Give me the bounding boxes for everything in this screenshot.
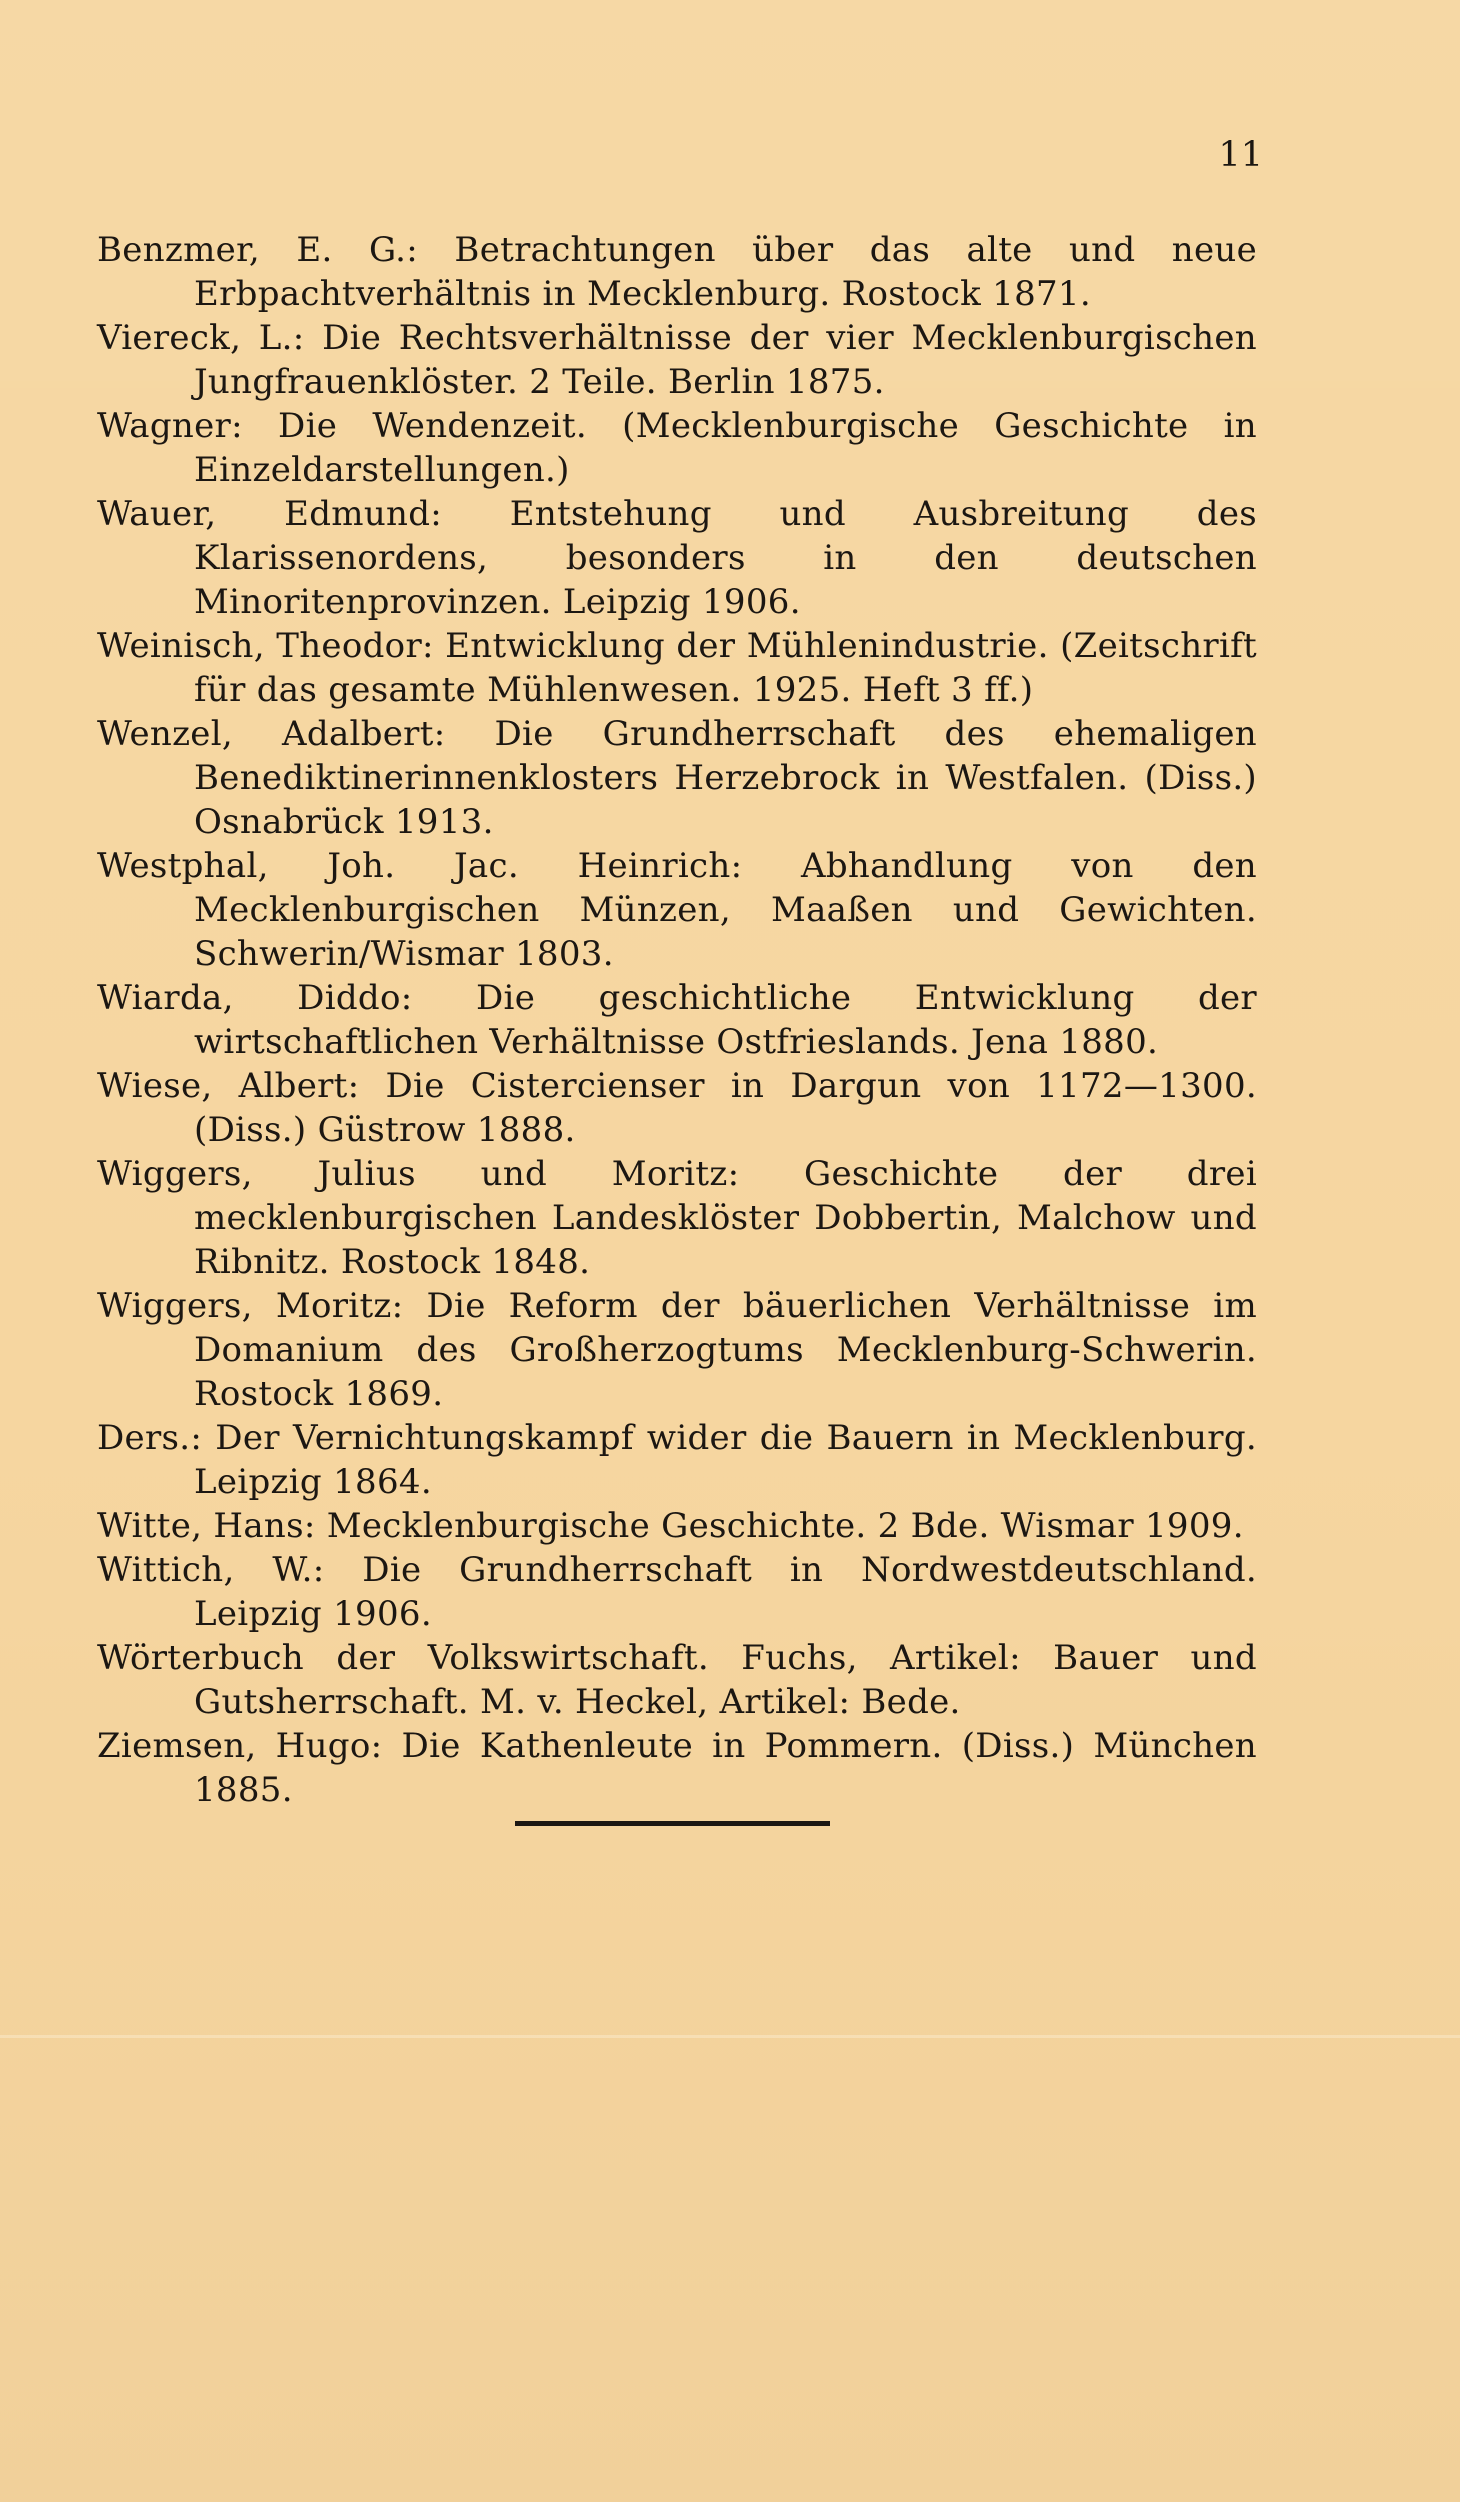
bibliography-entry: Viereck, L.: Die Rechtsverhältnisse der vier Mecklenburgischen Jungfrauenklöster. 2 Teile. Berlin 1875.: [97, 318, 1257, 402]
bibliography-entry: Wittich, W.: Die Grundherrschaft in Nordwestdeutschland. Leipzig 1906.: [97, 1550, 1257, 1634]
paper-crease: [0, 2035, 1460, 2038]
bibliography-entry: Wiese, Albert: Die Cistercienser in Dargun von 1172—1300. (Diss.) Güstrow 1888.: [97, 1066, 1257, 1150]
bibliography-entry: Wauer, Edmund: Entstehung und Ausbreitung des Klarissenordens, besonders in den deutschen Minoritenprovinzen. Leipzig 1906.: [97, 494, 1257, 622]
bibliography-entry: Weinisch, Theodor: Entwicklung der Mühlenindustrie. (Zeitschrift für das gesamte Mühlenwesen. 1925. Heft 3 ff.): [97, 626, 1257, 710]
page-number: 11: [1218, 135, 1263, 175]
bibliography-entry: Wiggers, Moritz: Die Reform der bäuerlichen Verhältnisse im Domanium des Großherzogtums Mecklenburg-Schwerin. Rostock 1869.: [97, 1286, 1257, 1414]
end-rule-divider: [515, 1821, 830, 1826]
bibliography-entry: Wenzel, Adalbert: Die Grundherrschaft des ehemaligen Benediktinerinnenklosters Herzebrock in Westfalen. (Diss.) Osnabrück 1913.: [97, 714, 1257, 842]
bibliography-entry: Ders.: Der Vernichtungskampf wider die Bauern in Mecklenburg. Leipzig 1864.: [97, 1418, 1257, 1502]
bibliography-entry: Wiggers, Julius und Moritz: Geschichte der drei mecklenburgischen Landesklöster Dobbertin, Malchow und Ribnitz. Rostock 1848.: [97, 1154, 1257, 1282]
bibliography-entry: Wagner: Die Wendenzeit. (Mecklenburgische Geschichte in Einzeldarstellungen.): [97, 406, 1257, 490]
bibliography-entry: Wörterbuch der Volkswirtschaft. Fuchs, Artikel: Bauer und Gutsherrschaft. M. v. Heckel, Artikel: Bede.: [97, 1638, 1257, 1722]
bibliography-entry: Witte, Hans: Mecklenburgische Geschichte. 2 Bde. Wismar 1909.: [97, 1506, 1244, 1546]
bibliography-entry: Westphal, Joh. Jac. Heinrich: Abhandlung von den Mecklenburgischen Münzen, Maaßen und Gewichten. Schwerin/Wismar 1803.: [97, 846, 1257, 974]
bibliography-list: [97, 228, 1257, 1812]
bibliography-entry: Wiarda, Diddo: Die geschichtliche Entwicklung der wirtschaftlichen Verhältnisse Ostfrieslands. Jena 1880.: [97, 978, 1257, 1062]
bibliography-entry: Benzmer, E. G.: Betrachtungen über das alte und neue Erbpachtverhältnis in Mecklenburg. Rostock 1871.: [97, 230, 1257, 314]
bibliography-entry: Ziemsen, Hugo: Die Kathenleute in Pommern. (Diss.) München 1885.: [97, 1726, 1257, 1810]
